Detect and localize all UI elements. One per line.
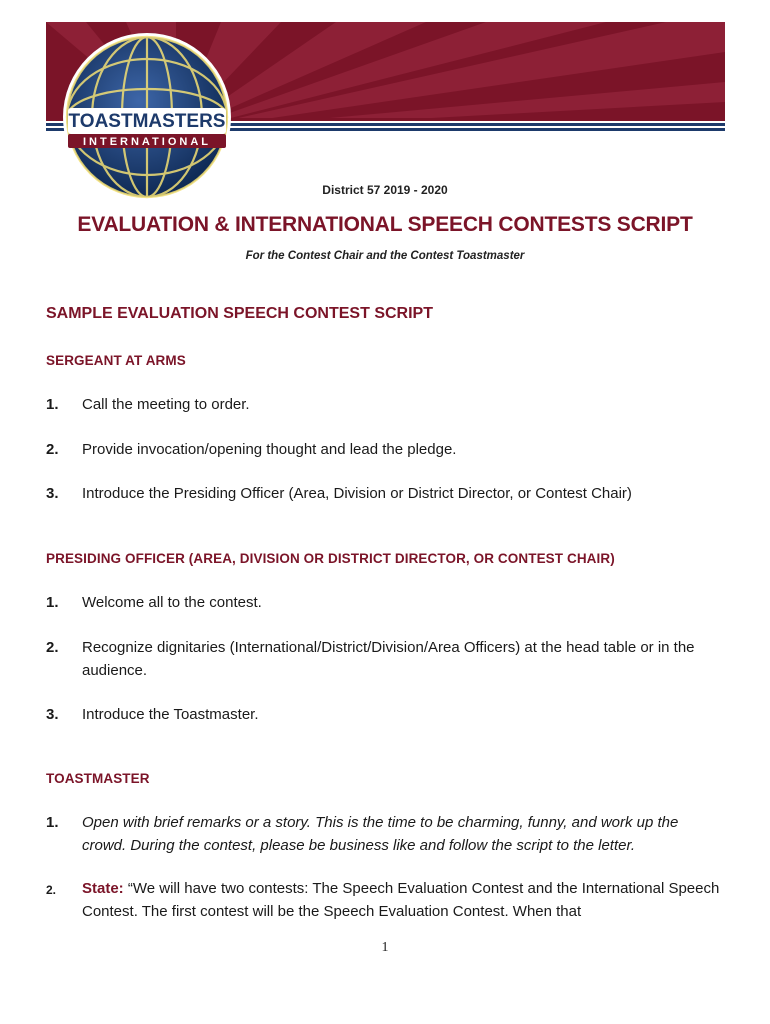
list-item (46, 877, 726, 923)
item-text: Provide invocation/opening thought and lead the pledge. (82, 441, 457, 458)
item-number: 1. (46, 814, 59, 831)
role-heading-presiding-officer: PRESIDING OFFICER (AREA, DIVISION OR DISTRICT DIRECTOR, OR CONTEST CHAIR) (46, 551, 615, 566)
item-text: “We will have two contests: The Speech Evaluation Contest and the International Speech Contest. The first contest will be the Speech Evaluation Contest. When that (82, 880, 720, 920)
item-number: 3. (46, 706, 59, 723)
section-title: SAMPLE EVALUATION SPEECH CONTEST SCRIPT (46, 305, 433, 322)
list-item (46, 438, 726, 461)
list-item (46, 393, 726, 416)
item-number: 3. (46, 485, 59, 502)
item-text: Welcome all to the contest. (82, 594, 262, 611)
item-number: 2. (46, 441, 59, 458)
list-item (46, 811, 726, 857)
page-number: 1 (381, 940, 389, 955)
list-item (46, 591, 726, 614)
item-number: 1. (46, 594, 59, 611)
item-text: Recognize dignitaries (International/District/Division/Area Officers) at the head table or in the audience. (82, 639, 695, 679)
logo-top-text: TOASTMASTERS (68, 111, 226, 132)
list-item (46, 636, 726, 682)
item-number: 2. (46, 883, 57, 897)
item-text: Introduce the Presiding Officer (Area, Division or District Director, or Contest Chair) (82, 485, 632, 502)
document-title: EVALUATION & INTERNATIONAL SPEECH CONTESTS SCRIPT (77, 213, 693, 236)
role-heading-toastmaster: TOASTMASTER (46, 771, 150, 786)
toastmasters-logo (58, 28, 236, 206)
item-number: 1. (46, 396, 59, 413)
role-heading-sergeant: SERGEANT AT ARMS (46, 353, 186, 368)
item-number: 2. (46, 639, 59, 656)
state-label: State: (82, 880, 124, 897)
item-text: Call the meeting to order. (82, 396, 250, 413)
logo-bottom-text: INTERNATIONAL (82, 136, 212, 148)
item-text: Open with brief remarks or a story. This is the time to be charming, funny, and work up the crowd. During the contest, please be business like and follow the script to the letter. (82, 814, 679, 854)
item-text: Introduce the Toastmaster. (82, 706, 259, 723)
document-subtitle: For the Contest Chair and the Contest Toastmaster (245, 250, 525, 262)
district-label: District 57 2019 - 2020 (322, 183, 448, 197)
list-item (46, 482, 726, 505)
list-item (46, 703, 726, 726)
